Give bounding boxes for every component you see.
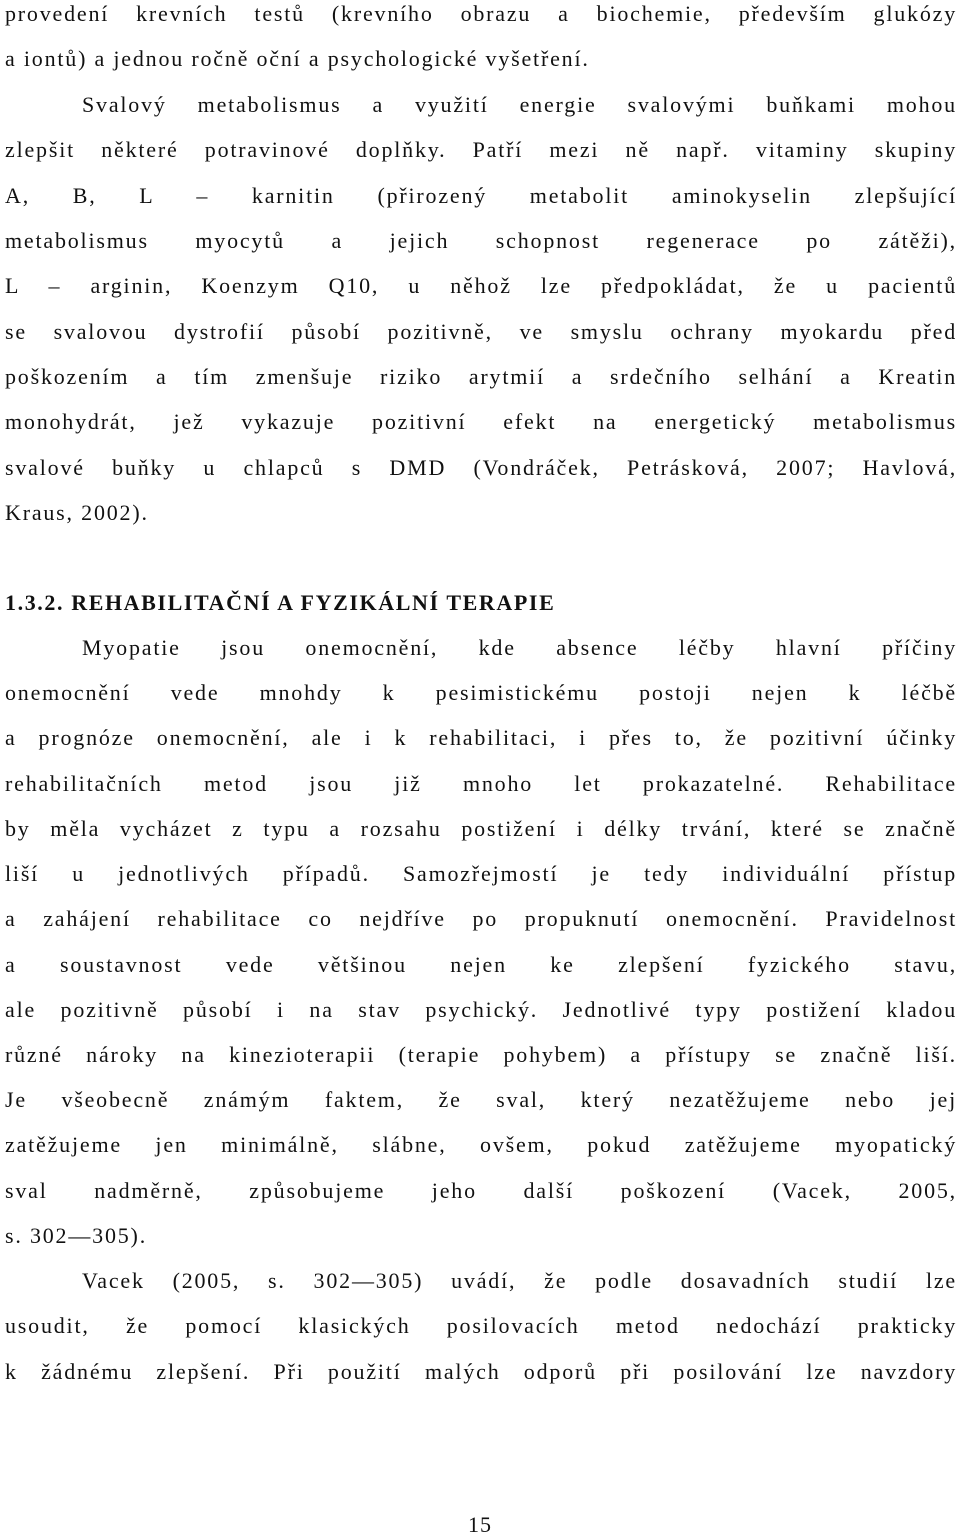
text-line: rehabilitačních metod jsou již mnoho let prokazatelné. Rehabilitace [5, 771, 957, 796]
text-line: Kraus, 2002). [5, 500, 149, 525]
text-line: Vacek (2005, s. 302—305) uvádí, že podle dosavadních studií lze [82, 1268, 957, 1293]
text-line: a iontů) a jednou ročně oční a psychologické vyšetření. [5, 46, 590, 71]
text-line: poškozením a tím zmenšuje riziko arytmií a srdečního selhání a Kreatin [5, 364, 957, 389]
text-line: by měla vycházet z typu a rozsahu postižení i délky trvání, které se značně [5, 816, 957, 841]
text-line: Svalový metabolismus a využití energie svalovými buňkami mohou [82, 92, 957, 117]
text-line: a soustavnost vede většinou nejen ke zlepšení fyzického stavu, [5, 952, 957, 977]
text-line: L – arginin, Koenzym Q10, u něhož lze předpokládat, že u pacientů [5, 273, 957, 298]
text-line: s. 302—305). [5, 1223, 147, 1248]
text-line: metabolismus myocytů a jejich schopnost regenerace po zátěži), [5, 228, 957, 253]
text-line: a prognóze onemocnění, ale i k rehabilitaci, i přes to, že pozitivní účinky [5, 725, 957, 750]
text-line: zatěžujeme jen minimálně, slábne, ovšem, pokud zatěžujeme myopatický [5, 1132, 957, 1157]
text-line: zlepšit některé potravinové doplňky. Patří mezi ně např. vitaminy skupiny [5, 137, 957, 162]
page-number: 15 [468, 1512, 492, 1537]
text-line: k žádnému zlepšení. Při použití malých odporů při posilování lze navzdory [5, 1359, 957, 1384]
text-line: monohydrát, jež vykazuje pozitivní efekt na energetický metabolismus [5, 409, 957, 434]
text-line: liší u jednotlivých případů. Samozřejmostí je tedy individuální přístup [5, 861, 957, 886]
text-line: A, B, L – karnitin (přirozený metabolit aminokyselin zlepšující [5, 183, 957, 208]
text-line: se svalovou dystrofií působí pozitivně, ve smyslu ochrany myokardu před [5, 319, 957, 344]
text-line: Je všeobecně známým faktem, že sval, který nezatěžujeme nebo jej [5, 1087, 957, 1112]
text-line: usoudit, že pomocí klasických posilovacích metod nedochází prakticky [5, 1313, 957, 1338]
text-line: různé nároky na kinezioterapii (terapie pohybem) a přístupy se značně liší. [5, 1042, 957, 1067]
text-line: onemocnění vede mnohdy k pesimistickému postoji nejen k léčbě [5, 680, 957, 705]
text-line: sval nadměrně, způsobujeme jeho další poškození (Vacek, 2005, [5, 1178, 957, 1203]
text-line: Myopatie jsou onemocnění, kde absence léčby hlavní příčiny [82, 635, 957, 660]
text-line: provedení krevních testů (krevního obrazu a biochemie, především glukózy [5, 1, 957, 26]
text-line: svalové buňky u chlapců s DMD (Vondráček, Petrásková, 2007; Havlová, [5, 455, 957, 480]
text-line: a zahájení rehabilitace co nejdříve po propuknutí onemocnění. Pravidelnost [5, 906, 957, 931]
text-line: ale pozitivně působí i na stav psychický. Jednotlivé typy postižení kladou [5, 997, 957, 1022]
section-heading: 1.3.2. REHABILITAČNÍ A FYZIKÁLNÍ TERAPIE [5, 590, 556, 615]
